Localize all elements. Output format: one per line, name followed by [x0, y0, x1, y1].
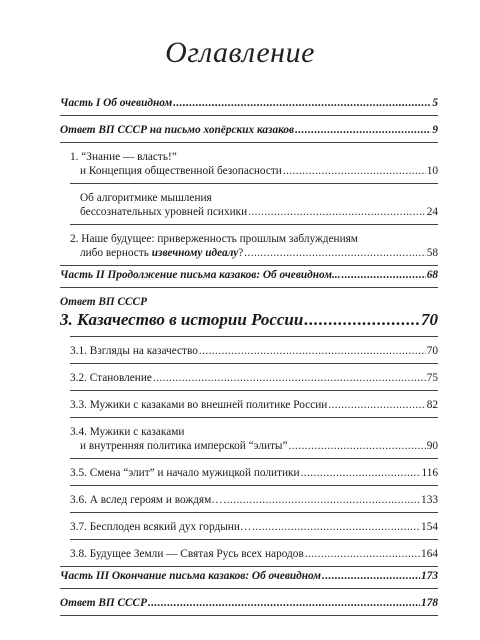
entry-text-emphasis: извечному идеалу [151, 247, 239, 259]
leader-dots [173, 96, 431, 110]
toc-entry-item2[interactable] [60, 232, 438, 260]
toc-entry-3-6[interactable] [60, 493, 438, 507]
leader-dots [322, 569, 420, 583]
toc-entry-3-8[interactable] [60, 547, 438, 561]
toc-entry-part1[interactable] [60, 96, 438, 110]
toc-entry-part2[interactable] [60, 268, 438, 282]
divider [60, 588, 438, 589]
leader-dots [289, 439, 426, 453]
entry-line: Об алгоритмике мышления [80, 192, 212, 204]
divider [60, 287, 438, 288]
divider [70, 336, 438, 337]
toc-entry-3-1[interactable] [60, 344, 438, 358]
entry-text: Часть II Продолжение письма казаков: Об очевидном... [60, 269, 341, 281]
toc-entry-item1[interactable] [60, 150, 438, 178]
entry-text: и Концепция общественной безопасности [80, 165, 282, 177]
entry-text [80, 246, 243, 260]
toc-entry-answer3[interactable] [60, 596, 438, 610]
table-of-contents [60, 96, 438, 616]
page-number: 58 [426, 247, 438, 259]
page-title: Оглавление [165, 36, 315, 69]
entry-text-post: ? [238, 247, 244, 259]
page-number: 68 [426, 269, 438, 281]
leader-dots [224, 493, 421, 507]
page-number: 154 [421, 521, 438, 533]
entry-line: 2. Наше будущее: приверженность прошлым заблуждениям [70, 233, 358, 245]
divider [70, 417, 438, 418]
page-number: 70 [421, 310, 438, 329]
divider [70, 512, 438, 513]
divider [60, 566, 438, 567]
page-number: 164 [421, 548, 438, 560]
divider [60, 115, 438, 116]
divider [70, 539, 438, 540]
entry-row [70, 246, 438, 260]
entry-row [70, 164, 438, 178]
leader-dots [304, 309, 420, 331]
page-number: 24 [426, 206, 438, 218]
page-number: 9 [432, 124, 438, 136]
page-number: 82 [426, 399, 438, 411]
toc-entry-3-3[interactable] [60, 398, 438, 412]
toc-label-answer2: Ответ ВП СССР [60, 296, 147, 308]
divider [70, 363, 438, 364]
entry-text: Часть III Окончание письма казаков: Об очевидном [60, 570, 322, 582]
entry-line: 3.4. Мужики с казаками [70, 426, 185, 438]
entry-text: Ответ ВП СССР [60, 597, 147, 609]
entry-row [80, 205, 438, 219]
toc-entry-item1b[interactable] [60, 191, 438, 219]
toc-entry-answer1[interactable] [60, 123, 438, 137]
page-number: 90 [426, 440, 438, 452]
entry-text: и внутренняя политика имперской “элиты” [80, 440, 288, 452]
toc-entry-3-2[interactable] [60, 371, 438, 385]
leader-dots [153, 371, 426, 385]
divider [70, 224, 438, 225]
divider [60, 142, 438, 143]
entry-text: 3.8. Будущее Земли — Святая Русь всех народов [70, 548, 304, 560]
entry-text: 3.6. А вслед героям и вождям… [70, 494, 223, 506]
page-number: 178 [421, 597, 438, 609]
divider [60, 615, 438, 616]
entry-text-pre: либо верность [80, 247, 152, 259]
leader-dots [301, 466, 421, 480]
entry-text: 3.3. Мужики с казаками во внешней политике России [70, 399, 328, 411]
entry-text: бессознательных уровней психики [80, 206, 248, 218]
page-number: 116 [421, 467, 438, 479]
leader-dots [252, 520, 420, 534]
entry-text: 3.1. Взгляды на казачество [70, 345, 198, 357]
leader-dots [341, 268, 425, 282]
leader-dots [248, 205, 426, 219]
entry-text: Ответ ВП СССР на письмо хопёрских казаков [60, 124, 295, 136]
toc-entry-3-4[interactable] [60, 425, 438, 453]
page-number: 70 [426, 345, 438, 357]
entry-line: 1. “Знание — власть!” [70, 151, 177, 163]
toc-entry-3-5[interactable] [60, 466, 438, 480]
entry-row [70, 439, 438, 453]
leader-dots [283, 164, 426, 178]
leader-dots [295, 123, 431, 137]
divider [70, 390, 438, 391]
divider [70, 485, 438, 486]
page-number: 173 [421, 570, 438, 582]
leader-dots [305, 547, 420, 561]
entry-text: 3.5. Смена “элит” и начало мужицкой политики [70, 467, 300, 479]
entry-text: Часть I Об очевидном [60, 97, 173, 109]
divider [70, 458, 438, 459]
entry-text: 3.7. Бесплоден всякий дух гордыни… [70, 521, 252, 533]
leader-dots [244, 246, 425, 260]
page-number: 133 [421, 494, 438, 506]
entry-text: 3. Казачество в истории России [60, 310, 304, 329]
divider [60, 265, 438, 266]
page-number: 10 [426, 165, 438, 177]
page-number: 75 [426, 372, 438, 384]
leader-dots [148, 596, 420, 610]
toc-entry-part3[interactable] [60, 569, 438, 583]
leader-dots [328, 398, 425, 412]
page-number: 5 [432, 97, 438, 109]
entry-text: 3.2. Становление [70, 372, 152, 384]
toc-entry-chapter3[interactable] [60, 309, 438, 331]
toc-entry-3-7[interactable] [60, 520, 438, 534]
divider [70, 183, 438, 184]
leader-dots [199, 344, 426, 358]
